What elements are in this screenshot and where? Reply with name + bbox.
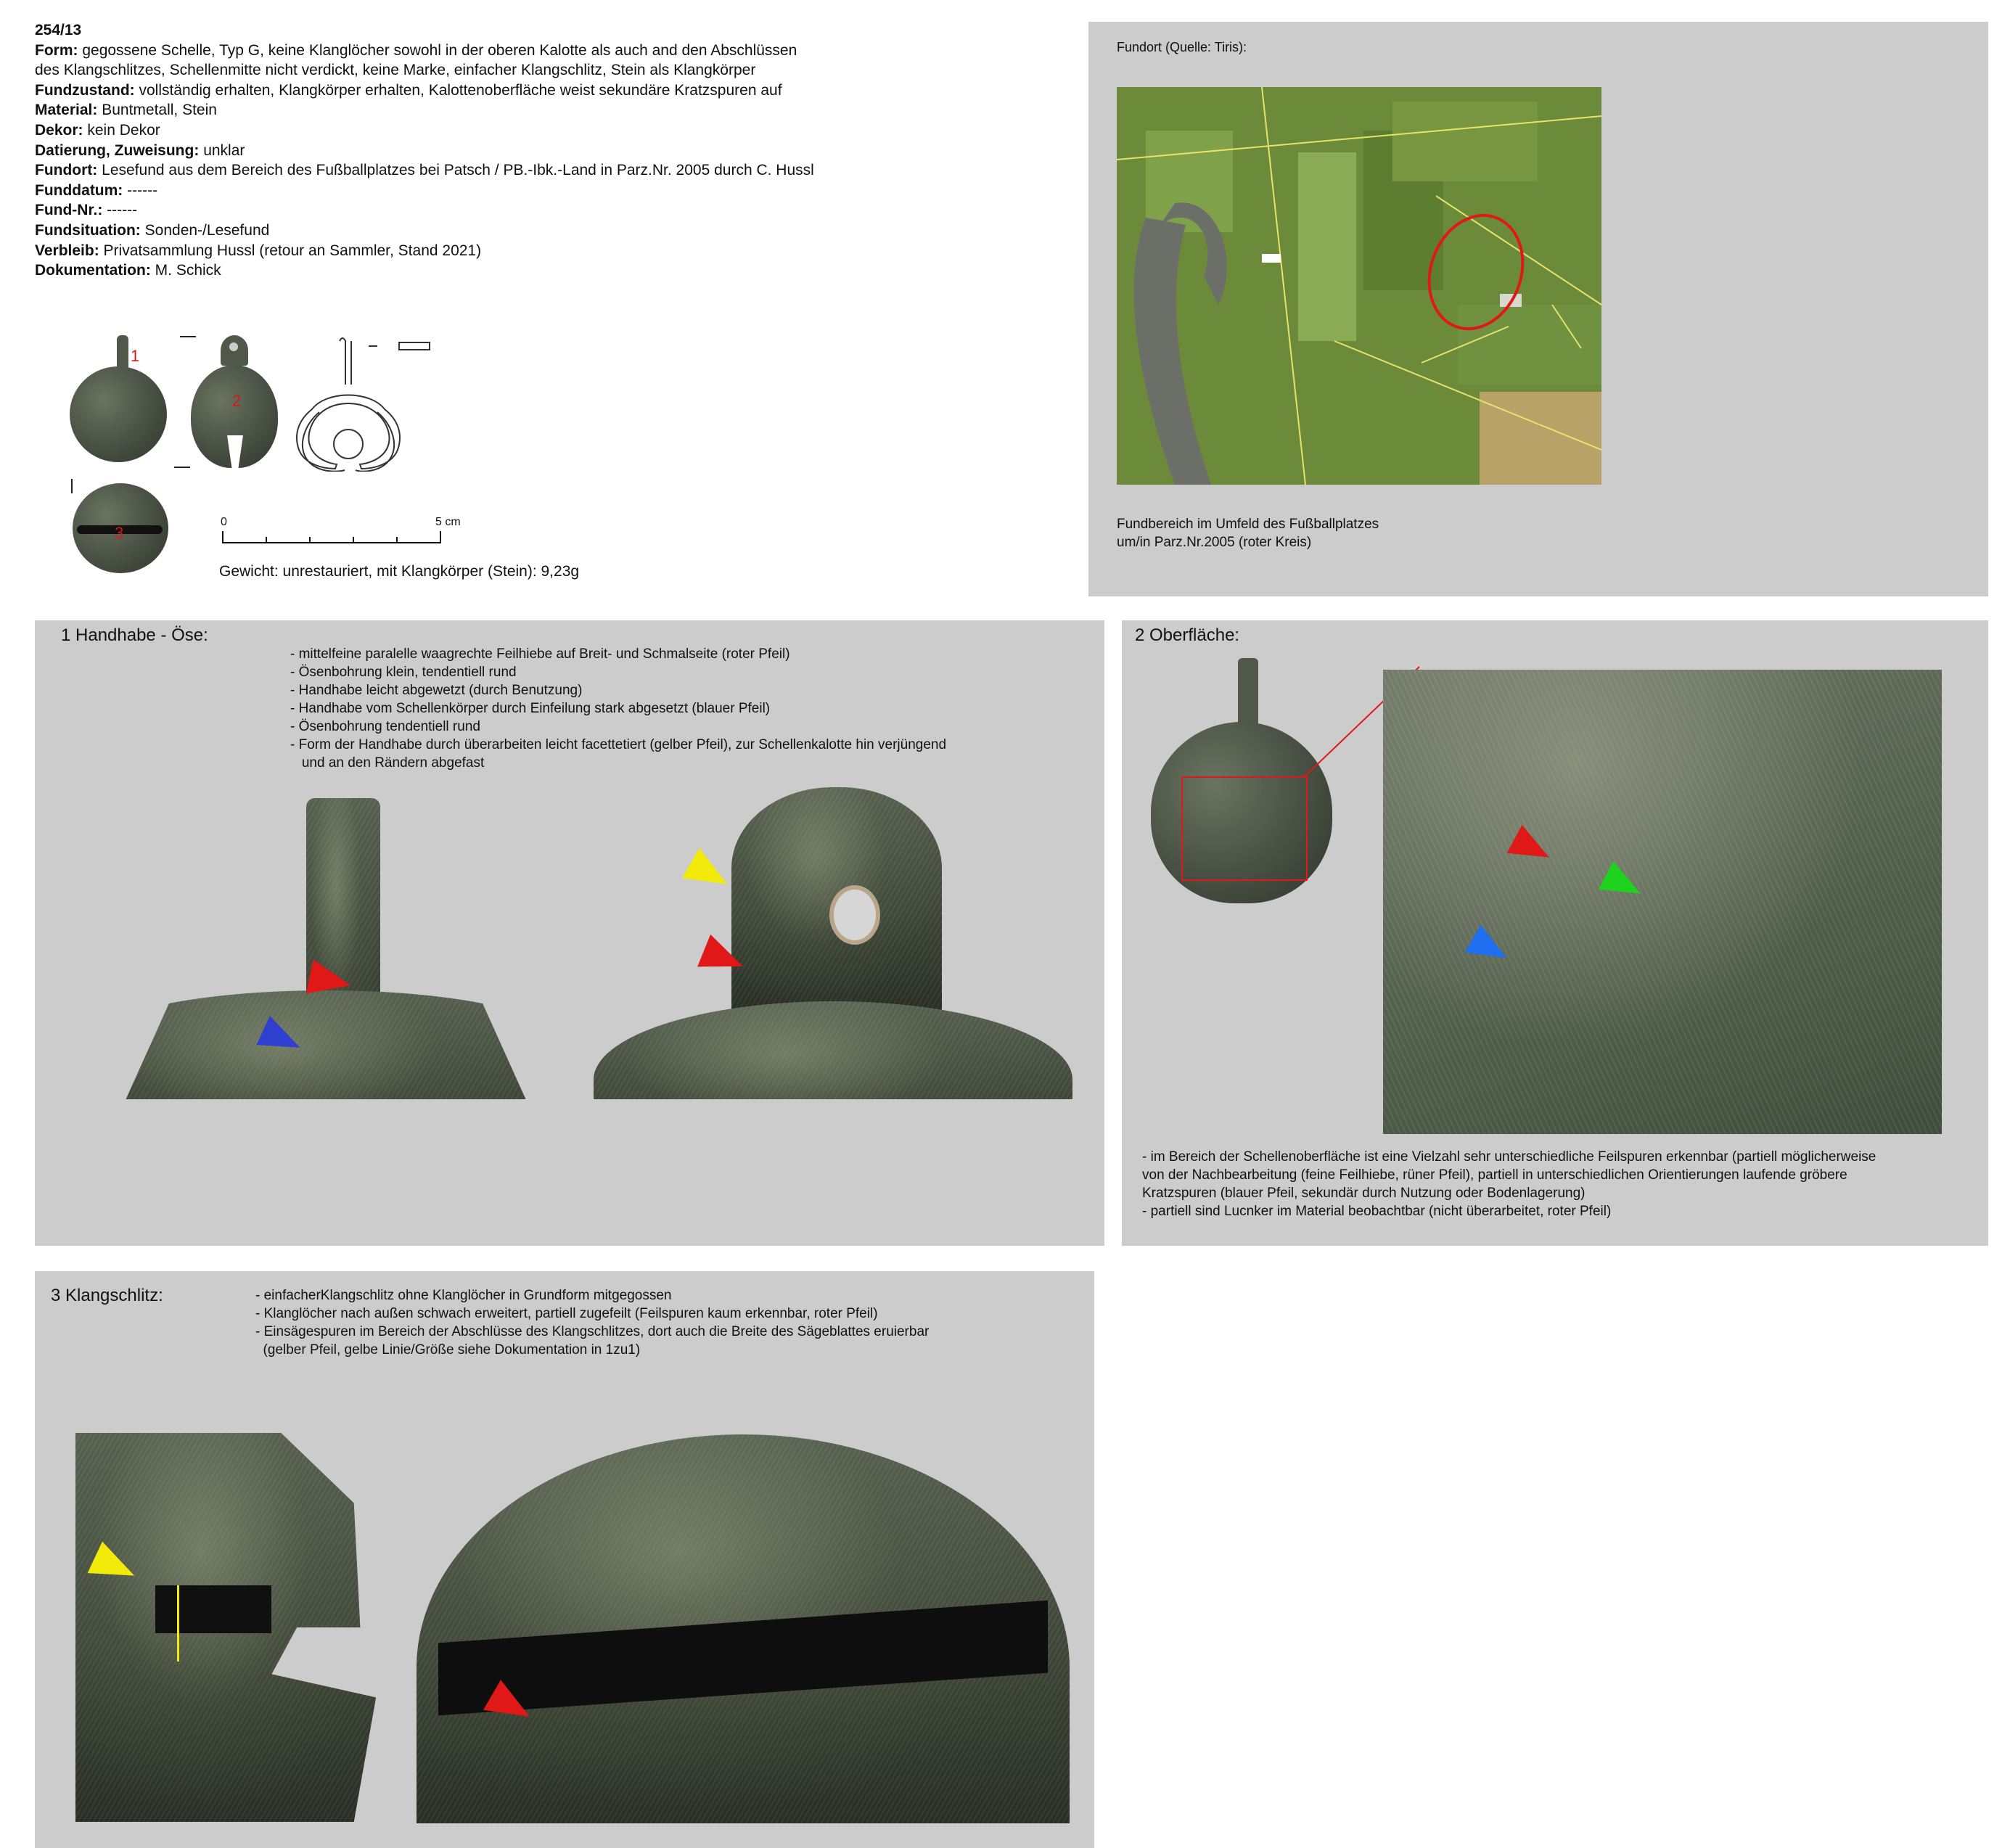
handle-front-photo: [594, 787, 1072, 1099]
map-caption-line: um/in Parz.Nr.2005 (roter Kreis): [1117, 535, 1312, 550]
note-line: - Handhabe vom Schellenkörper durch Einfeilung stark abgesetzt (blauer Pfeil): [290, 701, 771, 716]
bell-view1-photo: [70, 366, 167, 462]
note-line: Kratzspuren (blauer Pfeil, sekundär durch Nutzung oder Bodenlagerung): [1142, 1186, 1586, 1201]
scale-end-label: 5 cm: [435, 516, 461, 528]
view-label-1: 1: [131, 347, 140, 365]
scale-bar: [221, 530, 446, 546]
blue-arrow: [1465, 924, 1515, 972]
slit-notes: [255, 1286, 929, 1359]
yellow-arrow: [88, 1542, 142, 1592]
field-funddatum: Funddatum: ------: [35, 181, 158, 199]
eyelet-hole: [229, 342, 238, 351]
scale-start-label: 0: [221, 516, 227, 528]
record-id: 254/13: [35, 22, 82, 38]
weight-note: Gewicht: unrestauriert, mit Klangkörper (Stein): 9,23g: [219, 563, 580, 580]
bell-handle: [1238, 658, 1258, 731]
handle-side-photo: [90, 798, 562, 1099]
red-arrow: [1507, 825, 1556, 871]
yellow-arrow: [682, 848, 736, 900]
scale-tick: [71, 479, 73, 493]
slit-end-photo: [75, 1433, 392, 1822]
aerial-map: [1117, 87, 1601, 485]
scale-tick: [180, 336, 196, 337]
field-dekor: Dekor: kein Dekor: [35, 121, 160, 139]
view-label-2: 2: [232, 392, 242, 410]
field-fundort: Fundort: Lesefund aus dem Bereich des Fußballplatzes bei Patsch / PB.-Ibk.-Land in Parz.Nr. 2005 durch C. Hussl: [35, 162, 814, 179]
note-line: - Ösenbohrung klein, tendentiell rund: [290, 665, 517, 680]
slit-panel: [35, 1271, 1094, 1848]
field-fundzustand: Fundzustand: vollständig erhalten, Klangkörper erhalten, Kalottenoberfläche weist sekundäre Kratzspuren auf: [35, 81, 782, 99]
field-material: Material: Buntmetall, Stein: [35, 102, 217, 119]
field-fundsituation: Fundsituation: Sonden-/Lesefund: [35, 221, 270, 239]
field-verbleib: Verbleib: Privatsammlung Hussl (retour an Sammler, Stand 2021): [35, 242, 482, 259]
note-line: - Form der Handhabe durch überarbeiten leicht facettetiert (gelber Pfeil), zur Schellenkalotte hin verjüngend: [290, 737, 947, 752]
surface-panel: [1122, 620, 1988, 1246]
slit-panel-title: 3 Klangschlitz:: [51, 1286, 163, 1305]
map-caption: [1117, 515, 1379, 551]
slit-full-photo: [417, 1434, 1070, 1823]
handle-panel: [35, 620, 1104, 1246]
handle-notes: [290, 645, 946, 772]
field-fund-nr: Fund-Nr.: ------: [35, 202, 138, 219]
note-line: - partiell sind Lucnker im Material beobachtbar (nicht überarbeitet, roter Pfeil): [1142, 1204, 1612, 1219]
note-line: - Ösenbohrung tendentiell rund: [290, 719, 480, 734]
saw-blade-line: [177, 1585, 179, 1662]
note-line: - im Bereich der Schellenoberfläche ist eine Vielzahl sehr unterschiedliche Feilspuren erkennbar (partiell möglicherweise: [1142, 1149, 1876, 1165]
slit-opening: [155, 1585, 271, 1633]
field-form: Form: gegossene Schelle, Typ G, keine Klanglöcher sowohl in der oberen Kalotte als auch and den Abschlüssen: [35, 41, 797, 59]
view-label-3: 3: [115, 524, 124, 542]
map-panel-title: Fundort (Quelle: Tiris):: [1117, 40, 1247, 54]
note-line: - Einsägespuren im Bereich der Abschlüsse des Klangschlitzes, dort auch die Breite des Sägeblattes eruierbar: [255, 1324, 930, 1339]
note-line: - einfacherKlangschlitz ohne Klanglöcher in Grundform mitgegossen: [255, 1288, 672, 1303]
map-panel: [1088, 22, 1988, 596]
note-line: und an den Rändern abgefast: [290, 755, 485, 771]
note-line: (gelber Pfeil, gelbe Linie/Größe siehe Dokumentation in 1zu1): [255, 1342, 641, 1358]
note-line: von der Nachbearbeitung (feine Feilhiebe, rüner Pfeil), partiell in unterschiedlichen Orientierungen laufende gröbere: [1142, 1167, 1847, 1183]
detail-box: [1181, 776, 1308, 881]
surface-detail-photo: [1383, 670, 1942, 1134]
surface-panel-title: 2 Oberfläche:: [1135, 625, 1240, 645]
record-header: [35, 20, 1051, 281]
field-datierung: Datierung, Zuweisung: unklar: [35, 141, 245, 159]
note-line: - Klanglöcher nach außen schwach erweitert, partiell zugefeilt (Feilspuren kaum erkennbar, roter Pfeil): [255, 1306, 878, 1321]
scale-tick: [174, 467, 190, 468]
handle-panel-title: 1 Handhabe - Öse:: [61, 625, 208, 645]
field-form-cont: des Klangschlitzes, Schellenmitte nicht verdickt, keine Marke, einfacher Klangschlitz, Stein als Klangkörper: [35, 62, 756, 79]
eyelet-hole: [829, 885, 880, 945]
map-caption-line: Fundbereich im Umfeld des Fußballplatzes: [1117, 517, 1379, 532]
bell-section-drawing: [290, 334, 435, 472]
note-line: - Handhabe leicht abgewetzt (durch Benutzung): [290, 683, 583, 698]
note-line: - mittelfeine paralelle waagrechte Feilhiebe auf Breit- und Schmalseite (roter Pfeil): [290, 646, 790, 662]
field-dokumentation: Dokumentation: M. Schick: [35, 262, 221, 279]
surface-notes: [1142, 1148, 1876, 1220]
green-arrow: [1599, 861, 1648, 908]
